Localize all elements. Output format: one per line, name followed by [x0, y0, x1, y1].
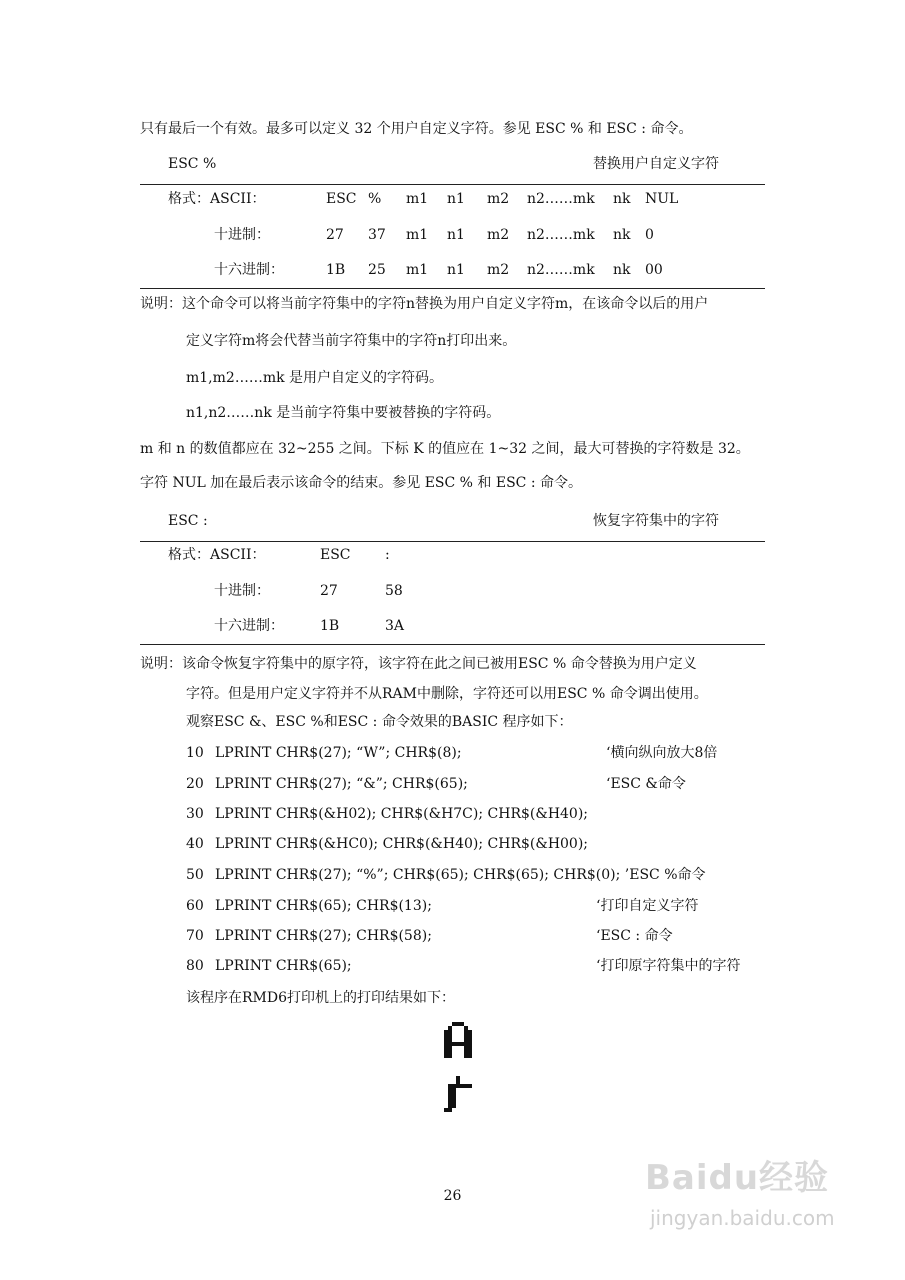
program-code: LPRINT CHR$(65); CHR$(13);: [215, 898, 432, 914]
cmd1-cell: nk: [613, 191, 631, 207]
program-comment: ‘横向纵向放大8倍: [606, 745, 718, 761]
cmd1-cell: 27: [326, 227, 344, 243]
cmd1-cell: n1: [447, 227, 465, 243]
cmd1-cell: n2……mk: [527, 262, 595, 278]
cmd1-desc-line: 字符 NUL 加在最后表示该命令的结束。参见 ESC % 和 ESC : 命令。: [140, 475, 583, 491]
cmd1-cell: m2: [487, 262, 510, 278]
cmd2-cell: 3A: [385, 618, 405, 634]
cmd2-top-rule: [140, 541, 765, 542]
cmd2-cell: 27: [320, 583, 338, 599]
cmd1-cell: n2……mk: [527, 191, 595, 207]
cmd2-bottom-rule: [140, 644, 765, 645]
cmd1-row-label: 十进制：: [214, 227, 270, 243]
program-line-number: 30: [186, 806, 204, 822]
cmd1-cell: n2……mk: [527, 227, 595, 243]
page-number: 26: [443, 1188, 462, 1204]
cmd1-bottom-rule: [140, 288, 765, 289]
program-code: LPRINT CHR$(&H02); CHR$(&H7C); CHR$(&H40);: [215, 806, 589, 822]
program-line-number: 80: [186, 958, 204, 974]
cmd1-desc-line: 定义字符m将会代替当前字符集中的字符n打印出来。: [186, 333, 517, 349]
cmd1-row-label: 格式：ASCII：: [168, 191, 266, 207]
cmd1-cell: 37: [368, 227, 386, 243]
cmd1-cell: m2: [487, 191, 510, 207]
program-comment: ‘ESC &命令: [606, 776, 686, 792]
cmd1-cell: n1: [447, 191, 465, 207]
program-code: LPRINT CHR$(27); “&”; CHR$(65);: [215, 776, 468, 792]
cmd1-cell: 25: [368, 262, 386, 278]
program-code: LPRINT CHR$(27); “W”; CHR$(8);: [215, 745, 462, 761]
cmd2-cell: 58: [385, 583, 403, 599]
cmd2-row-label: 格式：ASCII：: [168, 547, 266, 563]
cmd2-desc-line: 字符。但是用户定义字符并不从RAM中删除，字符还可以用ESC % 命令调出使用。: [186, 686, 708, 702]
intro-text: 只有最后一个有效。最多可以定义 32 个用户自定义字符。参见 ESC % 和 ESC : 命令。: [140, 121, 693, 137]
program-code: LPRINT CHR$(27); “%”; CHR$(65); CHR$(65); CHR$(0); ’ESC %命令: [215, 867, 706, 883]
cmd1-desc-line: m1,m2……mk 是用户自定义的字符码。: [186, 370, 444, 386]
program-line-number: 10: [186, 745, 204, 761]
cmd1-cell: NUL: [645, 191, 679, 207]
program-code: LPRINT CHR$(27); CHR$(58);: [215, 928, 432, 944]
cmd2-title: 恢复字符集中的字符: [593, 513, 719, 529]
program-comment: ‘打印原字符集中的字符: [596, 958, 741, 974]
result-caption: 该程序在RMD6打印机上的打印结果如下：: [186, 990, 456, 1006]
cmd1-row-label: 十六进制：: [214, 262, 284, 278]
cmd2-cell: ESC: [320, 547, 351, 563]
cmd1-title: 替换用户自定义字符: [593, 156, 719, 172]
cmd1-cell: m1: [406, 227, 429, 243]
cmd1-cell: 1B: [326, 262, 346, 278]
program-line-number: 20: [186, 776, 204, 792]
watermark-url: jingyan.baidu.com: [650, 1206, 835, 1230]
cmd2-cell: :: [385, 547, 390, 563]
cmd1-cell: n1: [447, 262, 465, 278]
program-line-number: 70: [186, 928, 204, 944]
cmd2-cell: 1B: [320, 618, 340, 634]
cmd1-cell: m1: [406, 191, 429, 207]
cmd1-cell: m1: [406, 262, 429, 278]
cmd1-desc-line: 说明：这个命令可以将当前字符集中的字符n替换为用户自定义字符m，在该命令以后的用户: [140, 296, 709, 312]
custom-glyph-a-image: [440, 1022, 476, 1062]
program-comment: ‘ESC : 命令: [596, 928, 673, 944]
cmd1-desc-line: m 和 n 的数值都应在 32~255 之间。下标 K 的值应在 1~32 之间，最大可替换的字符数是 32。: [140, 441, 750, 457]
cmd1-cell: m2: [487, 227, 510, 243]
program-code: LPRINT CHR$(65);: [215, 958, 352, 974]
cmd1-cell: nk: [613, 227, 631, 243]
program-code: LPRINT CHR$(&HC0); CHR$(&H40); CHR$(&H00);: [215, 836, 589, 852]
cmd1-top-rule: [140, 184, 765, 185]
cmd1-cell: %: [368, 191, 382, 207]
program-line-number: 50: [186, 867, 204, 883]
cmd2-desc-line: 说明：该命令恢复字符集中的原字符，该字符在此之间已被用ESC % 命令替换为用户定义: [140, 656, 697, 672]
watermark-logo: Baidu经验: [645, 1158, 830, 1198]
cmd1-cell: 00: [645, 262, 663, 278]
cmd2-row-label: 十进制：: [214, 583, 270, 599]
cmd1-desc-line: n1,n2……nk 是当前字符集中要被替换的字符码。: [186, 405, 501, 421]
cmd1-cell: ESC: [326, 191, 357, 207]
cmd1-cell: nk: [613, 262, 631, 278]
cmd1-name: ESC %: [168, 156, 217, 172]
cmd2-name: ESC :: [168, 513, 208, 529]
custom-glyph-guang-image: [440, 1076, 476, 1116]
program-comment: ‘打印自定义字符: [596, 898, 699, 914]
cmd1-cell: 0: [645, 227, 654, 243]
program-line-number: 60: [186, 898, 204, 914]
cmd2-desc-line: 观察ESC &、ESC %和ESC : 命令效果的BASIC 程序如下：: [186, 714, 573, 730]
program-line-number: 40: [186, 836, 204, 852]
cmd2-row-label: 十六进制：: [214, 618, 284, 634]
